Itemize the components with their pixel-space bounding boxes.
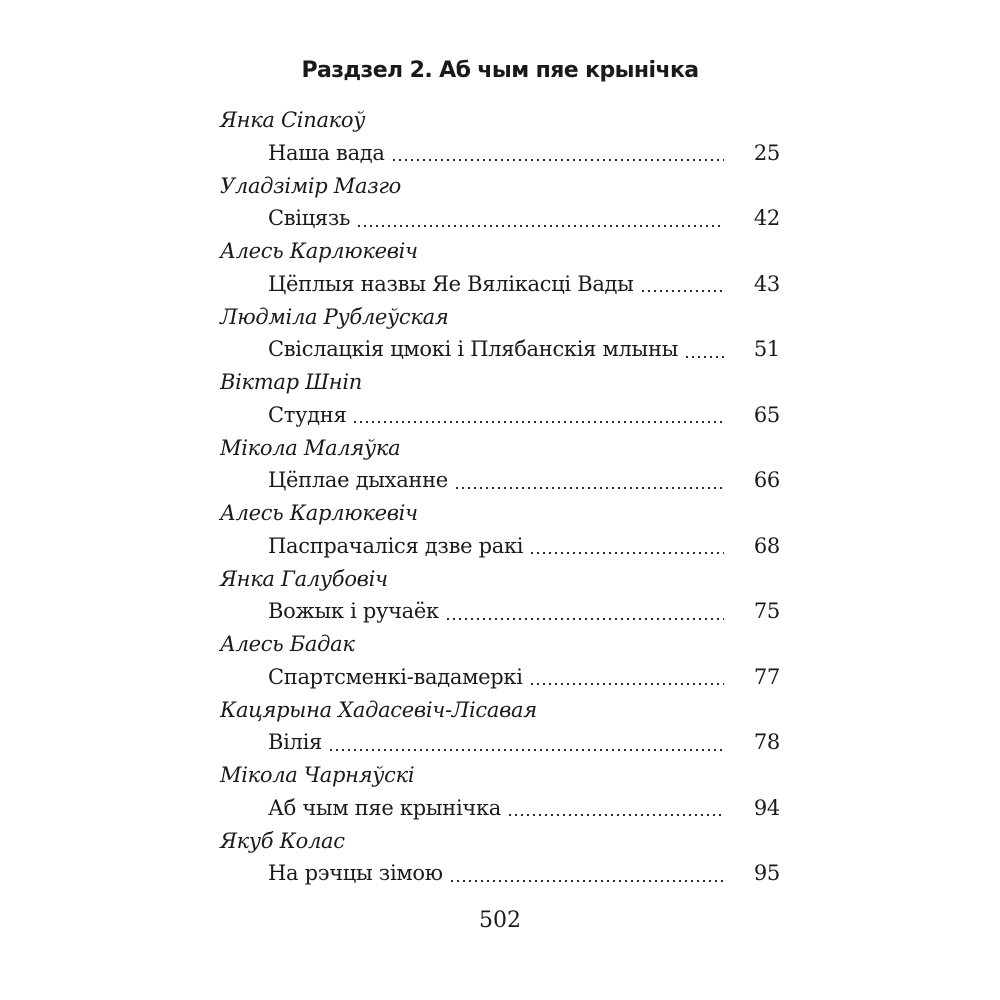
entry-title: Спартсменкі-вадамеркі (268, 664, 523, 689)
entry-title: Свіцязь (268, 206, 351, 230)
entry-title: На рэчцы зімою (268, 861, 443, 885)
toc-entry (220, 432, 780, 498)
entry-author: Янка Галубовіч (220, 566, 388, 591)
entry-author: Якуб Колас (220, 828, 345, 853)
entry-title-row (220, 726, 780, 759)
entry-title-row (220, 464, 780, 497)
table-of-contents (220, 104, 780, 890)
entry-title-row (220, 595, 780, 628)
entry-title: Цёплае дыханне (268, 468, 448, 492)
entry-title-row (220, 333, 780, 366)
toc-entry (220, 825, 780, 891)
entry-title-row (220, 857, 780, 890)
toc-entry (220, 104, 780, 170)
entry-title: Студня (268, 402, 347, 427)
toc-entry (220, 694, 780, 760)
entry-author: Кацярына Хадасевіч-Лісавая (220, 697, 537, 722)
entry-page-number: 68 (753, 533, 780, 558)
entry-page-number: 66 (753, 468, 780, 492)
entry-page-number: 78 (753, 730, 780, 754)
toc-entry (220, 563, 780, 629)
dot-leader (684, 338, 724, 362)
entry-page-number: 42 (753, 206, 780, 230)
entry-page-number: 51 (753, 337, 780, 361)
entry-title-row (220, 202, 780, 235)
entry-author: Алесь Карлюкевіч (220, 239, 418, 263)
entry-title: Свіслацкія цмокі і Плябанскія млыны (268, 337, 679, 361)
entry-title: Цёплыя назвы Яе Вялікасці Вады (268, 271, 634, 296)
entry-page-number: 25 (753, 140, 780, 165)
entry-author: Мікола Чарняўскі (220, 763, 415, 787)
entry-title-row (220, 792, 780, 825)
entry-title-row (220, 137, 780, 170)
dot-leader (529, 665, 724, 689)
entry-page-number: 94 (753, 795, 780, 820)
dot-leader (352, 403, 724, 427)
entry-title: Вілія (268, 730, 322, 754)
dot-leader (449, 862, 724, 886)
entry-title: Аб чым пяе крынічка (268, 795, 502, 820)
dot-leader (454, 469, 724, 493)
entry-page-number: 65 (753, 402, 780, 427)
entry-title-row (220, 399, 780, 432)
entry-title-row (220, 661, 780, 694)
dot-leader (445, 600, 724, 624)
entry-author: Алесь Бадак (220, 632, 355, 656)
toc-entry (220, 628, 780, 694)
toc-entry (220, 170, 780, 236)
dot-leader (391, 141, 724, 165)
entry-title-row (220, 530, 780, 563)
toc-entry (220, 235, 780, 301)
entry-author: Янка Сіпакоў (220, 108, 366, 132)
dot-leader (529, 534, 724, 558)
entry-author: Людміла Рублеўская (220, 304, 449, 329)
entry-author: Мікола Маляўка (220, 435, 401, 460)
section-title: Раздзел 2. Аб чым пяе крынічка (301, 58, 699, 83)
entry-page-number: 77 (753, 664, 780, 689)
entry-author: Віктар Шніп (220, 370, 362, 394)
dot-leader (356, 207, 724, 231)
entry-title: Наша вада (268, 140, 385, 165)
toc-entry (220, 301, 780, 367)
dot-leader (507, 796, 724, 820)
page-folio-number: 502 (479, 908, 521, 933)
entry-title: Вожык і ручаёк (268, 599, 439, 623)
entry-title: Паспрачаліся дзве ракі (268, 533, 524, 558)
toc-entry (220, 497, 780, 563)
entry-page-number: 43 (753, 271, 780, 296)
entry-title-row (220, 268, 780, 301)
dot-leader (640, 272, 724, 296)
dot-leader (328, 731, 724, 755)
entry-page-number: 95 (753, 861, 780, 885)
toc-entry (220, 759, 780, 825)
toc-entry (220, 366, 780, 432)
entry-page-number: 75 (753, 599, 780, 623)
entry-author: Уладзімір Мазго (220, 173, 402, 198)
entry-author: Алесь Карлюкевіч (220, 501, 418, 525)
